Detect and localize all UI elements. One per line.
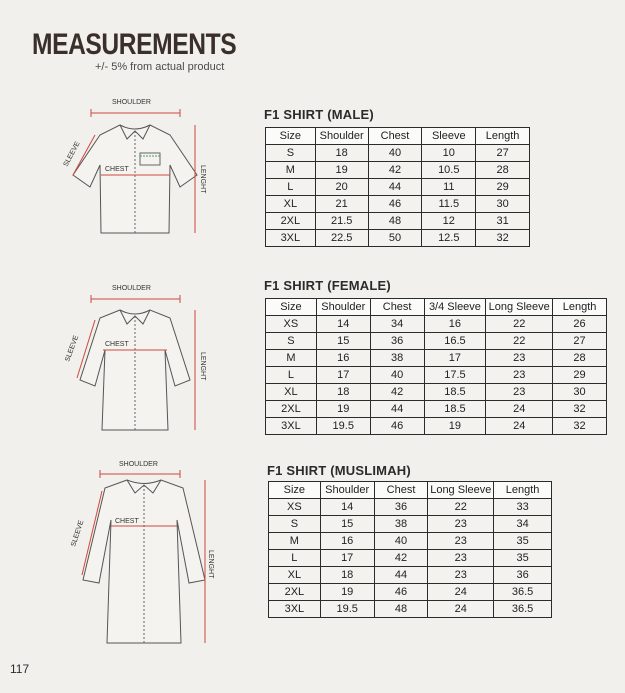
table-cell: 35 [494,533,552,550]
table-cell: 19 [320,584,374,601]
table-cell: 17 [316,367,370,384]
table-cell: 15 [320,516,374,533]
column-header: Chest [374,482,428,499]
table-cell: M [269,533,321,550]
male-table-title: F1 SHIRT (MALE) [264,107,374,122]
table-cell: S [266,333,317,350]
table-cell: 32 [553,401,607,418]
table-row [269,584,552,601]
table-cell: 18 [320,567,374,584]
column-header: Size [269,482,321,499]
table-cell: 2XL [266,213,316,230]
female-size-table [265,298,607,435]
table-row [266,230,530,247]
table-row [266,384,607,401]
table-cell: 38 [374,516,428,533]
shoulder-label: SHOULDER [112,99,151,106]
chest-label: CHEST [105,341,129,348]
table-cell: 24 [428,601,494,618]
table-cell: 22 [428,499,494,516]
table-cell: 34 [494,516,552,533]
table-cell: 35 [494,550,552,567]
table-cell: 23 [486,384,553,401]
column-header: Chest [368,128,422,145]
table-cell: 10 [422,145,476,162]
muslimah-shirt-diagram [55,455,220,655]
table-cell: S [269,516,321,533]
length-label: LENGHT [199,165,206,194]
table-cell: L [266,179,316,196]
table-cell: 23 [428,533,494,550]
table-cell: 48 [368,213,422,230]
table-cell: 28 [553,350,607,367]
table-cell: 29 [476,179,530,196]
table-cell: 27 [476,145,530,162]
table-row [266,350,607,367]
column-header: Shoulder [315,128,368,145]
muslimah-table-title: F1 SHIRT (MUSLIMAH) [267,463,411,478]
column-header: Long Sleeve [486,299,553,316]
table-cell: 30 [553,384,607,401]
column-header: 3/4 Sleeve [424,299,486,316]
table-cell: XL [269,567,321,584]
male-shirt-diagram [55,95,220,245]
table-cell: 10.5 [422,162,476,179]
table-cell: 15 [316,333,370,350]
table-cell: 11.5 [422,196,476,213]
table-cell: 29 [553,367,607,384]
table-cell: 42 [370,384,424,401]
table-cell: 40 [370,367,424,384]
shoulder-label: SHOULDER [112,285,151,292]
column-header: Size [266,128,316,145]
page-subtitle: +/- 5% from actual product [95,61,225,73]
table-cell: 3XL [269,601,321,618]
table-cell: 40 [368,145,422,162]
table-cell: 19.5 [316,418,370,435]
table-header-row [269,482,552,499]
table-cell: 36.5 [494,584,552,601]
table-cell: 44 [370,401,424,418]
table-cell: 23 [486,367,553,384]
male-size-table [265,127,530,247]
table-cell: 17 [320,550,374,567]
table-header-row [266,299,607,316]
table-cell: XL [266,196,316,213]
table-cell: 23 [428,516,494,533]
column-header: Size [266,299,317,316]
table-cell: 24 [486,418,553,435]
table-cell: M [266,162,316,179]
table-cell: 36 [370,333,424,350]
table-cell: 42 [368,162,422,179]
table-cell: 22 [486,333,553,350]
chest-label: CHEST [105,166,129,173]
table-cell: 23 [428,567,494,584]
table-cell: 38 [370,350,424,367]
table-cell: 23 [428,550,494,567]
table-cell: L [269,550,321,567]
table-cell: 32 [553,418,607,435]
table-cell: 46 [370,418,424,435]
table-row [269,516,552,533]
table-cell: 36.5 [494,601,552,618]
table-row [266,316,607,333]
sleeve-label: SLEEVE [62,140,82,168]
sleeve-label: SLEEVE [64,334,81,363]
table-cell: 36 [494,567,552,584]
column-header: Length [494,482,552,499]
table-cell: 24 [486,401,553,418]
column-header: Chest [370,299,424,316]
sleeve-label: SLEEVE [70,519,86,548]
column-header: Length [476,128,530,145]
table-cell: 12.5 [422,230,476,247]
table-row [269,567,552,584]
table-cell: 48 [374,601,428,618]
table-cell: 18.5 [424,401,486,418]
table-cell: XS [269,499,321,516]
table-cell: 42 [374,550,428,567]
table-row [266,418,607,435]
table-row [266,162,530,179]
table-cell: 26 [553,316,607,333]
table-row [269,550,552,567]
table-cell: S [266,145,316,162]
table-row [266,179,530,196]
table-row [266,196,530,213]
table-row [269,601,552,618]
table-cell: 50 [368,230,422,247]
table-cell: L [266,367,317,384]
column-header: Length [553,299,607,316]
table-header-row [266,128,530,145]
table-cell: 3XL [266,230,316,247]
table-cell: XL [266,384,317,401]
table-cell: 44 [368,179,422,196]
table-cell: 11 [422,179,476,196]
length-label: LENGHT [199,352,206,381]
table-cell: 27 [553,333,607,350]
table-cell: 3XL [266,418,317,435]
table-cell: 2XL [266,401,317,418]
table-cell: 21.5 [315,213,368,230]
table-cell: 36 [374,499,428,516]
table-cell: 17.5 [424,367,486,384]
chest-label: CHEST [115,518,139,525]
table-cell: 16.5 [424,333,486,350]
table-cell: 20 [315,179,368,196]
table-cell: 34 [370,316,424,333]
table-cell: 16 [320,533,374,550]
table-cell: 19 [424,418,486,435]
column-header: Shoulder [320,482,374,499]
table-cell: 32 [476,230,530,247]
muslimah-size-table [268,481,552,618]
female-table-title: F1 SHIRT (FEMALE) [264,278,391,293]
table-cell: 40 [374,533,428,550]
table-row [266,213,530,230]
column-header: Shoulder [316,299,370,316]
table-row [269,533,552,550]
table-cell: M [266,350,317,367]
table-cell: 28 [476,162,530,179]
table-cell: 14 [320,499,374,516]
table-cell: XS [266,316,317,333]
column-header: Sleeve [422,128,476,145]
table-cell: 19 [315,162,368,179]
table-cell: 18 [316,384,370,401]
table-cell: 19 [316,401,370,418]
table-cell: 22.5 [315,230,368,247]
table-cell: 46 [368,196,422,213]
table-cell: 46 [374,584,428,601]
table-cell: 16 [424,316,486,333]
table-row [266,145,530,162]
table-cell: 30 [476,196,530,213]
table-cell: 31 [476,213,530,230]
column-header: Long Sleeve [428,482,494,499]
table-cell: 12 [422,213,476,230]
table-row [266,401,607,418]
table-cell: 33 [494,499,552,516]
table-row [266,367,607,384]
table-cell: 24 [428,584,494,601]
table-cell: 16 [316,350,370,367]
table-cell: 18 [315,145,368,162]
table-cell: 23 [486,350,553,367]
table-cell: 21 [315,196,368,213]
page-title: MEASUREMENTS [32,28,237,61]
table-row [269,499,552,516]
page-number: 117 [10,662,30,676]
table-cell: 14 [316,316,370,333]
table-cell: 17 [424,350,486,367]
table-cell: 2XL [269,584,321,601]
female-shirt-diagram [55,280,220,440]
table-row [266,333,607,350]
table-cell: 18.5 [424,384,486,401]
table-cell: 22 [486,316,553,333]
table-cell: 44 [374,567,428,584]
shoulder-label: SHOULDER [119,461,158,468]
table-cell: 19.5 [320,601,374,618]
length-label: LENGHT [207,550,214,579]
